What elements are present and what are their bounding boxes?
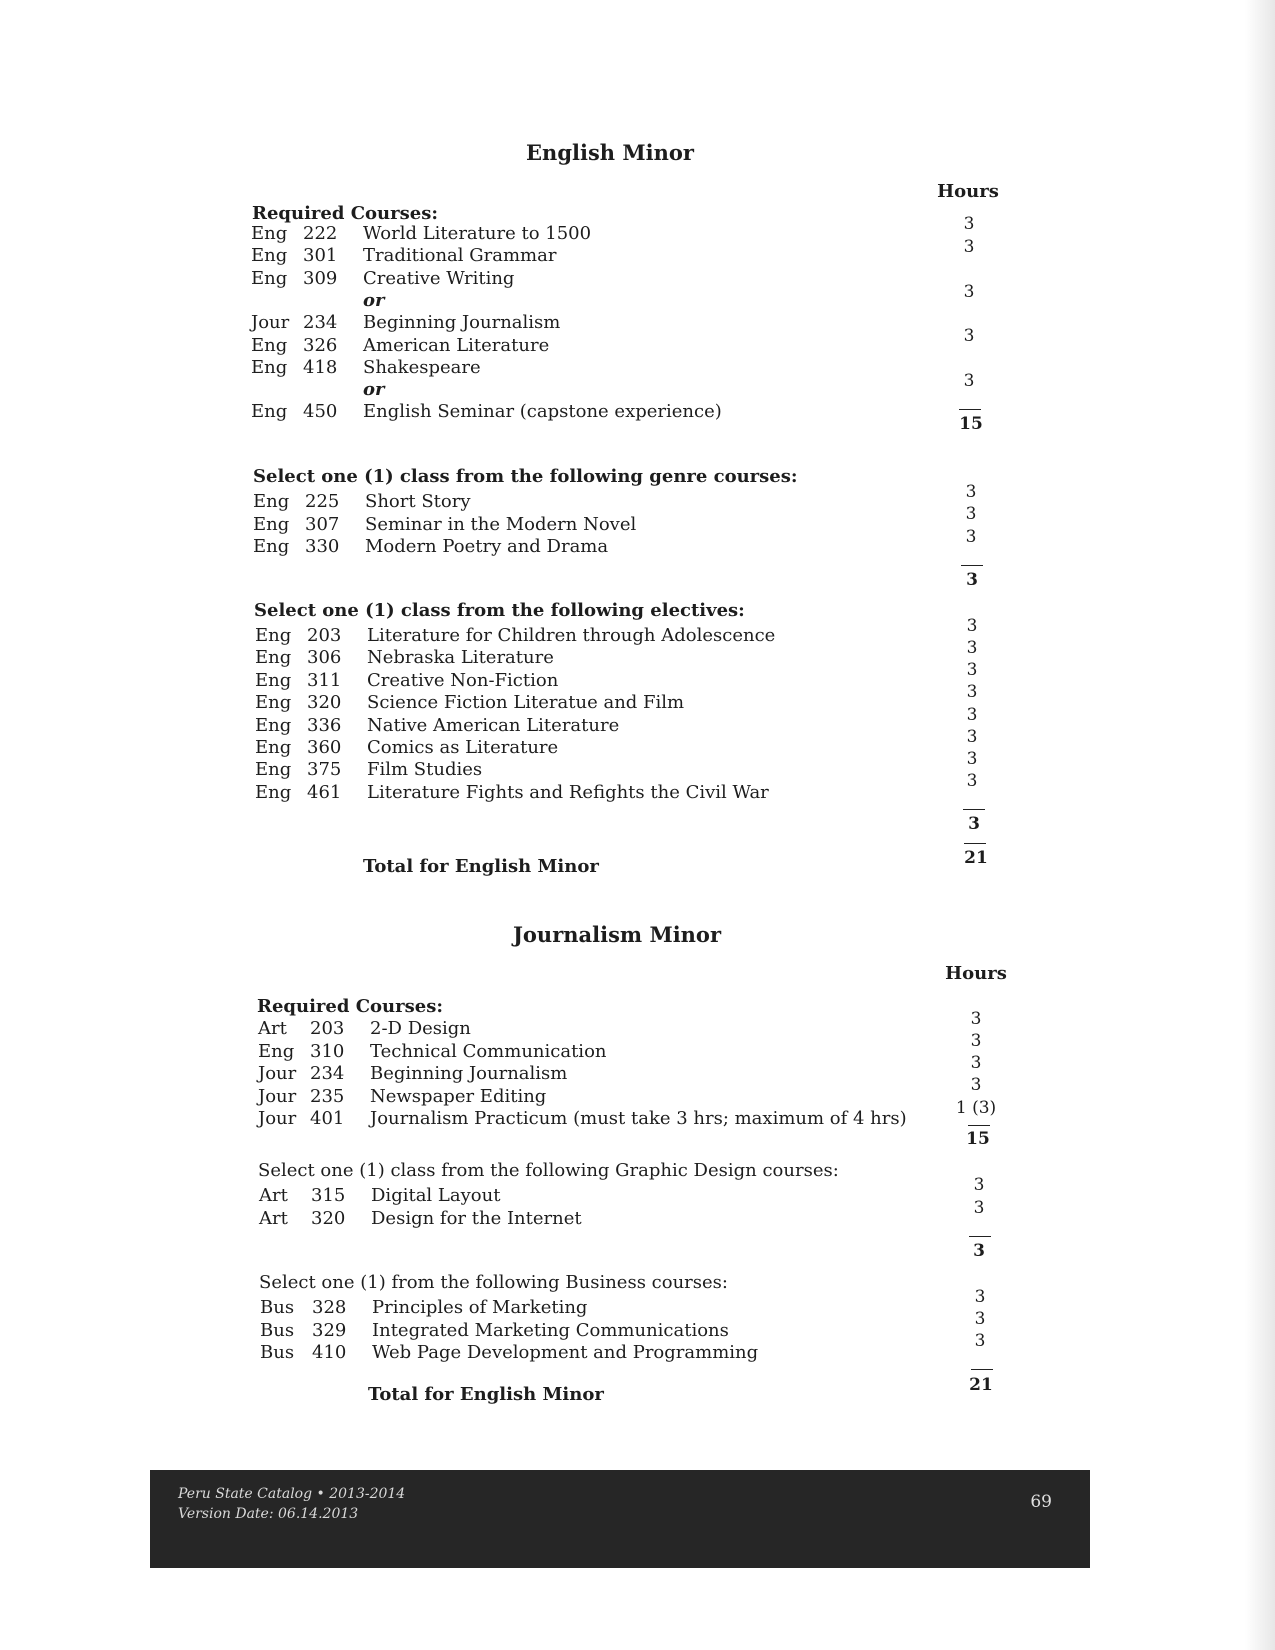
journalism-business-label: Select one (1) from the following Business courses: [259,1272,728,1293]
subtotal-rule [961,565,983,566]
credit-hours: 3 [970,1053,982,1073]
scan-edge-shadow [1245,0,1275,1650]
course-number: 307 [305,513,340,535]
course-dept: Eng [255,737,292,758]
course-number: 203 [310,1018,345,1039]
subtotal-rule [959,409,981,410]
course-dept: Eng [255,692,292,714]
course-number: 311 [307,669,342,691]
course-number: 222 [303,223,338,244]
course-number: 461 [307,781,342,803]
course-name: Modern Poetry and Drama [365,536,609,557]
credit-hours: 3 [974,1287,986,1307]
course-name: Nebraska Literature [367,647,554,669]
course-number: 401 [310,1108,345,1129]
course-number: 328 [312,1297,347,1318]
credit-hours: 3 [963,237,975,257]
course-name: Film Studies [367,759,483,781]
course-number: 234 [303,312,338,334]
course-dept: Jour [258,1085,297,1107]
credit-hours: 3 [963,282,975,302]
credit-hours: 3 [966,749,978,769]
course-number: 326 [303,334,338,356]
credit-hours: 3 [970,1031,982,1051]
course-name: American Literature [363,334,550,356]
course-number: 375 [307,759,342,781]
course-name: Shakespeare [363,356,481,378]
course-name: Technical Communication [370,1040,607,1062]
course-name: Literature for Children through Adolescence [367,625,776,646]
course-name: Native American Literature [367,714,620,736]
course-number: 329 [312,1319,347,1341]
course-dept: Eng [253,491,290,512]
course-dept: Bus [260,1319,295,1341]
subtotal-rule [963,809,985,810]
journalism-graphic-label: Select one (1) class from the following Graphic Design courses: [258,1160,839,1181]
course-name: Digital Layout [371,1185,501,1206]
credit-hours: 3 [970,1075,982,1095]
credit-hours: 3 [965,527,977,547]
course-name: World Literature to 1500 [363,223,592,244]
course-dept: Eng [251,223,288,244]
course-number: 320 [307,692,342,714]
or-separator: or [363,379,385,401]
credit-hours: 3 [966,682,978,702]
credit-hours: 3 [970,1009,982,1029]
english-electives-label: Select one (1) class from the following electives: [254,600,745,621]
course-dept: Art [259,1207,288,1229]
course-dept: Eng [253,536,290,557]
journalism-hours-header: Hours [945,963,1007,984]
course-number: 410 [312,1342,347,1363]
subtotal-hours: 15 [959,414,983,434]
credit-hours: 3 [973,1175,985,1195]
course-number: 234 [310,1063,345,1084]
course-dept: Eng [255,714,292,736]
credit-hours: 3 [974,1331,986,1351]
course-number: 203 [307,625,342,646]
course-dept: Eng [255,759,292,781]
course-number: 320 [311,1207,346,1229]
credit-hours: 3 [966,616,978,636]
course-name: Literature Fights and Refights the Civil War [367,781,769,803]
credit-hours: 3 [966,660,978,680]
credit-hours: 3 [963,214,975,234]
course-dept: Art [259,1185,288,1206]
subtotal-hours: 3 [973,1241,985,1261]
course-name: Newspaper Editing [370,1085,547,1107]
course-dept: Eng [255,647,292,669]
course-name: Principles of Marketing [372,1297,588,1318]
credit-hours: 3 [974,1309,986,1329]
subtotal-hours: 3 [966,570,978,590]
subtotal-rule [971,1369,993,1370]
course-dept: Bus [260,1297,295,1318]
course-dept: Jour [251,312,290,334]
course-number: 301 [303,245,338,267]
course-dept: Eng [251,267,288,289]
course-number: 418 [303,356,338,378]
course-dept: Eng [255,625,292,646]
english-total-hours: 21 [964,848,988,868]
course-dept: Eng [251,401,288,423]
course-name: Short Story [365,491,471,512]
course-number: 235 [310,1085,345,1107]
subtotal-hours: 15 [966,1129,990,1149]
credit-hours: 3 [966,727,978,747]
course-name: Integrated Marketing Communications [372,1319,729,1341]
course-dept: Eng [251,245,288,267]
subtotal-hours: 3 [968,814,980,834]
course-dept: Eng [255,669,292,691]
english-hours-header: Hours [937,181,999,202]
credit-hours: 3 [965,504,977,524]
credit-hours: 3 [973,1198,985,1218]
course-dept: Eng [251,356,288,378]
course-number: 450 [303,401,338,423]
course-name: Traditional Grammar [363,245,557,267]
course-dept: Jour [258,1063,297,1084]
course-number: 330 [305,536,340,557]
course-name: Journalism Practicum (must take 3 hrs; maximum of 4 hrs) [370,1108,907,1129]
subtotal-rule [964,843,986,844]
course-name: Beginning Journalism [363,312,561,334]
course-number: 315 [311,1185,346,1206]
course-dept: Eng [255,781,292,803]
course-name: Seminar in the Modern Novel [365,513,637,535]
course-name: English Seminar (capstone experience) [363,401,722,423]
english-required-label: Required Courses: [252,203,438,224]
course-name: 2-D Design [370,1018,471,1039]
subtotal-rule [968,1125,990,1126]
course-name: Comics as Literature [367,737,559,758]
course-dept: Eng [258,1040,295,1062]
course-dept: Bus [260,1342,295,1363]
course-dept: Eng [251,334,288,356]
course-name: Web Page Development and Programming [372,1342,759,1363]
english-minor-title: English Minor [526,140,694,165]
journalism-total-label: Total for English Minor [368,1384,604,1405]
course-name: Science Fiction Literatue and Film [367,692,685,714]
course-name: Creative Writing [363,267,515,289]
credit-hours: 1 (3) [955,1098,997,1118]
english-genre-label: Select one (1) class from the following genre courses: [253,466,798,487]
footer-version-date: Version Date: 06.14.2013 [178,1506,359,1522]
course-name: Creative Non-Fiction [367,669,559,691]
credit-hours: 3 [966,638,978,658]
course-number: 336 [307,714,342,736]
credit-hours: 3 [966,705,978,725]
course-number: 309 [303,267,338,289]
or-separator: or [363,289,385,311]
page-footer [150,1470,1090,1568]
credit-hours: 3 [966,771,978,791]
course-dept: Jour [258,1108,297,1129]
course-number: 306 [307,647,342,669]
course-name: Design for the Internet [371,1207,582,1229]
page-number: 69 [1030,1492,1052,1512]
journalism-minor-title: Journalism Minor [512,922,722,947]
subtotal-rule [969,1236,991,1237]
footer-catalog-title: Peru State Catalog • 2013-2014 [178,1486,406,1502]
course-number: 225 [305,491,340,512]
course-dept: Eng [253,513,290,535]
credit-hours: 3 [963,371,975,391]
course-number: 360 [307,737,342,758]
journalism-required-label: Required Courses: [257,996,443,1017]
credit-hours: 3 [965,482,977,502]
course-number: 310 [310,1040,345,1062]
english-total-label: Total for English Minor [363,856,599,877]
journalism-total-hours: 21 [969,1375,993,1395]
course-name: Beginning Journalism [370,1063,568,1084]
course-dept: Art [258,1018,287,1039]
credit-hours: 3 [963,326,975,346]
